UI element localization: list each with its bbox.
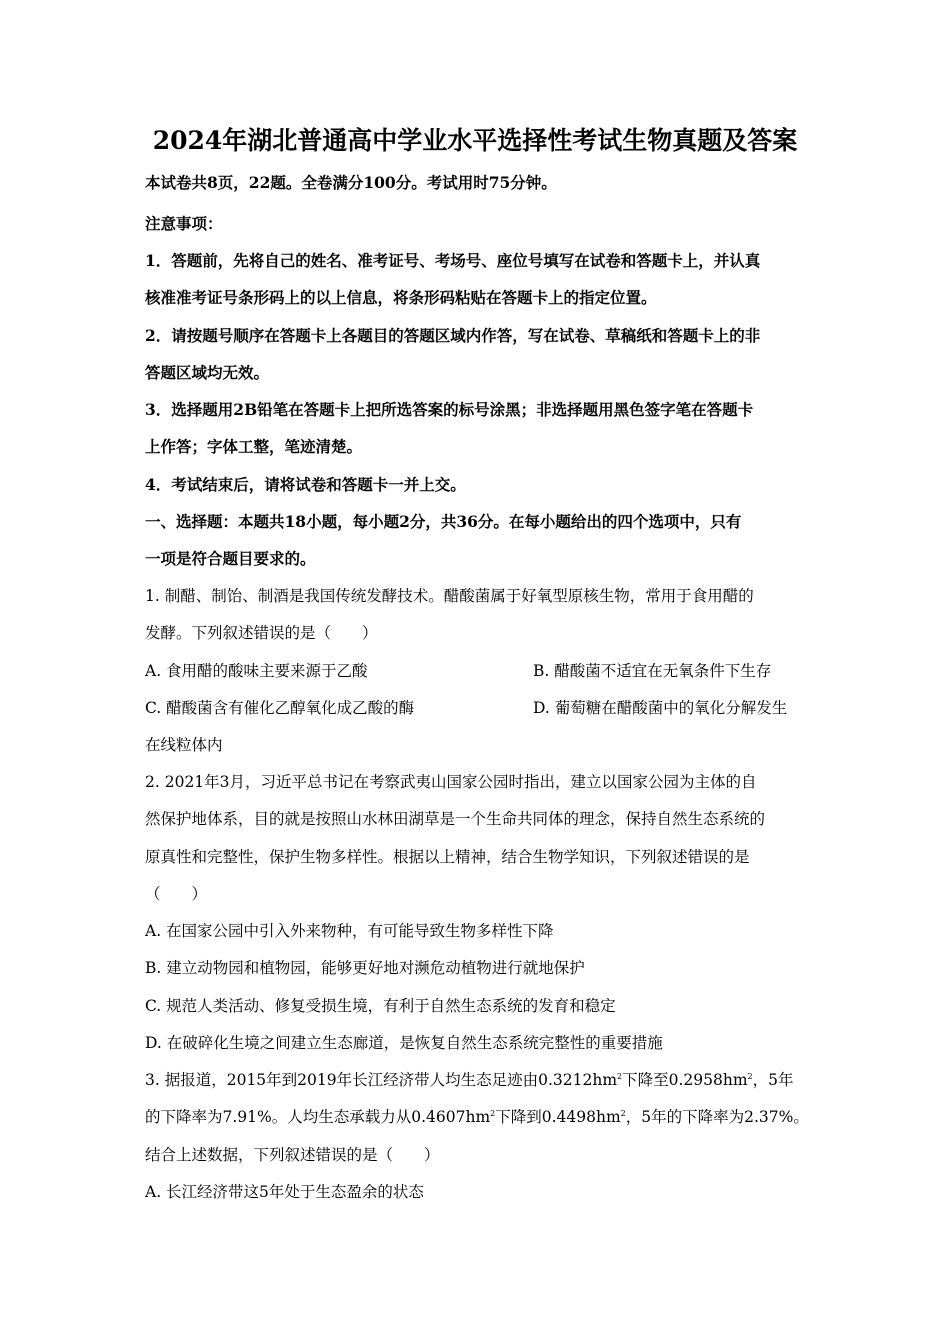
q3-superscript: 2 <box>747 1071 753 1081</box>
q2-stem-line-2: 然保护地体系，目的就是按照山水林田湖草是一个生命共同体的理念，保持自然生态系统的 <box>145 810 766 828</box>
q3-text: 的下降率为7.91%。人均生态承载力从0.4607hm <box>145 1108 491 1126</box>
q2-option-b: B. 建立动物园和植物园，能够更好地对濒危动植物进行就地保护 <box>145 959 585 977</box>
note-3-line-2: 上作答；字体工整，笔迹清楚。 <box>145 437 363 456</box>
q3-superscript: 2 <box>620 1108 626 1118</box>
notes-heading: 注意事项： <box>145 214 223 233</box>
q2-stem-line-4: （ ） <box>145 885 208 903</box>
q3-superscript: 2 <box>490 1108 496 1118</box>
q2-stem-line-3: 原真性和完整性，保护生物多样性。根据以上精神，结合生物学知识，下列叙述错误的是 <box>145 848 750 866</box>
q1-option-c: C. 醋酸菌含有催化乙醇氧化成乙酸的酶 <box>145 699 415 717</box>
q3-stem-line-2 <box>145 1106 810 1128</box>
q3-text: 3. 据报道，2015年到2019年长江经济带人均生态足迹由0.3212hm <box>145 1071 618 1089</box>
q3-text: ，5年的下降率为2.37%。 <box>625 1108 809 1126</box>
q2-option-c: C. 规范人类活动、修复受损生境，有利于自然生态系统的发育和稳定 <box>145 997 616 1015</box>
note-4-line-1: 4．考试结束后，请将试卷和答题卡一并上交。 <box>145 475 466 494</box>
q2-stem-line-1: 2. 2021年3月，习近平总书记在考察武夷山国家公园时指出，建立以国家公园为主体的自 <box>145 773 757 791</box>
q3-stem-line-3: 结合上述数据，下列叙述错误的是（ ） <box>145 1146 440 1164</box>
q1-stem-line-1: 1. 制醋、制饴、制酒是我国传统发酵技术。醋酸菌属于好氧型原核生物，常用于食用醋的 <box>145 587 754 605</box>
q1-option-d-continued: 在线粒体内 <box>145 736 223 754</box>
section-heading-line-2: 一项是符合题目要求的。 <box>145 549 316 568</box>
q1-option-a: A. 食用醋的酸味主要来源于乙酸 <box>145 662 368 680</box>
note-2-line-2: 答题区域均无效。 <box>145 363 270 382</box>
note-1-line-1: 1．答题前，先将自己的姓名、准考证号、考场号、座位号填写在试卷和答题卡上，并认真 <box>145 251 761 270</box>
exam-intro: 本试卷共8页，22题。全卷满分100分。考试用时75分钟。 <box>145 173 557 192</box>
note-3-line-1: 3．选择题用2B铅笔在答题卡上把所选答案的标号涂黑；非选择题用黑色签字笔在答题卡 <box>145 400 754 419</box>
q3-text: 下降至0.2958hm <box>622 1071 748 1089</box>
q3-superscript: 2 <box>617 1071 623 1081</box>
q1-option-b: B. 醋酸菌不适宜在无氧条件下生存 <box>533 662 772 680</box>
q1-stem-line-2: 发酵。下列叙述错误的是（ ） <box>145 624 378 642</box>
note-1-line-2: 核准准考证号条形码上的以上信息，将条形码粘贴在答题卡上的指定位置。 <box>145 288 657 307</box>
q3-stem-line-1 <box>145 1069 810 1091</box>
q1-option-d: D. 葡萄糖在醋酸菌中的氧化分解发生 <box>533 699 788 717</box>
section-heading-line-1: 一、选择题：本题共18小题，每小题2分，共36分。在每小题给出的四个选项中，只有 <box>145 512 742 531</box>
q3-option-a: A. 长江经济带这5年处于生态盈余的状态 <box>145 1183 424 1201</box>
page-title: 2024年湖北普通高中学业水平选择性考试生物真题及答案 <box>152 126 798 155</box>
note-2-line-1: 2．请按题号顺序在答题卡上各题目的答题区域内作答，写在试卷、草稿纸和答题卡上的非 <box>145 326 761 345</box>
q3-text: 下降到0.4498hm <box>495 1108 621 1126</box>
q2-option-d: D. 在破碎化生境之间建立生态廊道，是恢复自然生态系统完整性的重要措施 <box>145 1034 663 1052</box>
q2-option-a: A. 在国家公园中引入外来物种，有可能导致生物多样性下降 <box>145 922 554 940</box>
q3-text: ，5年 <box>752 1071 794 1089</box>
